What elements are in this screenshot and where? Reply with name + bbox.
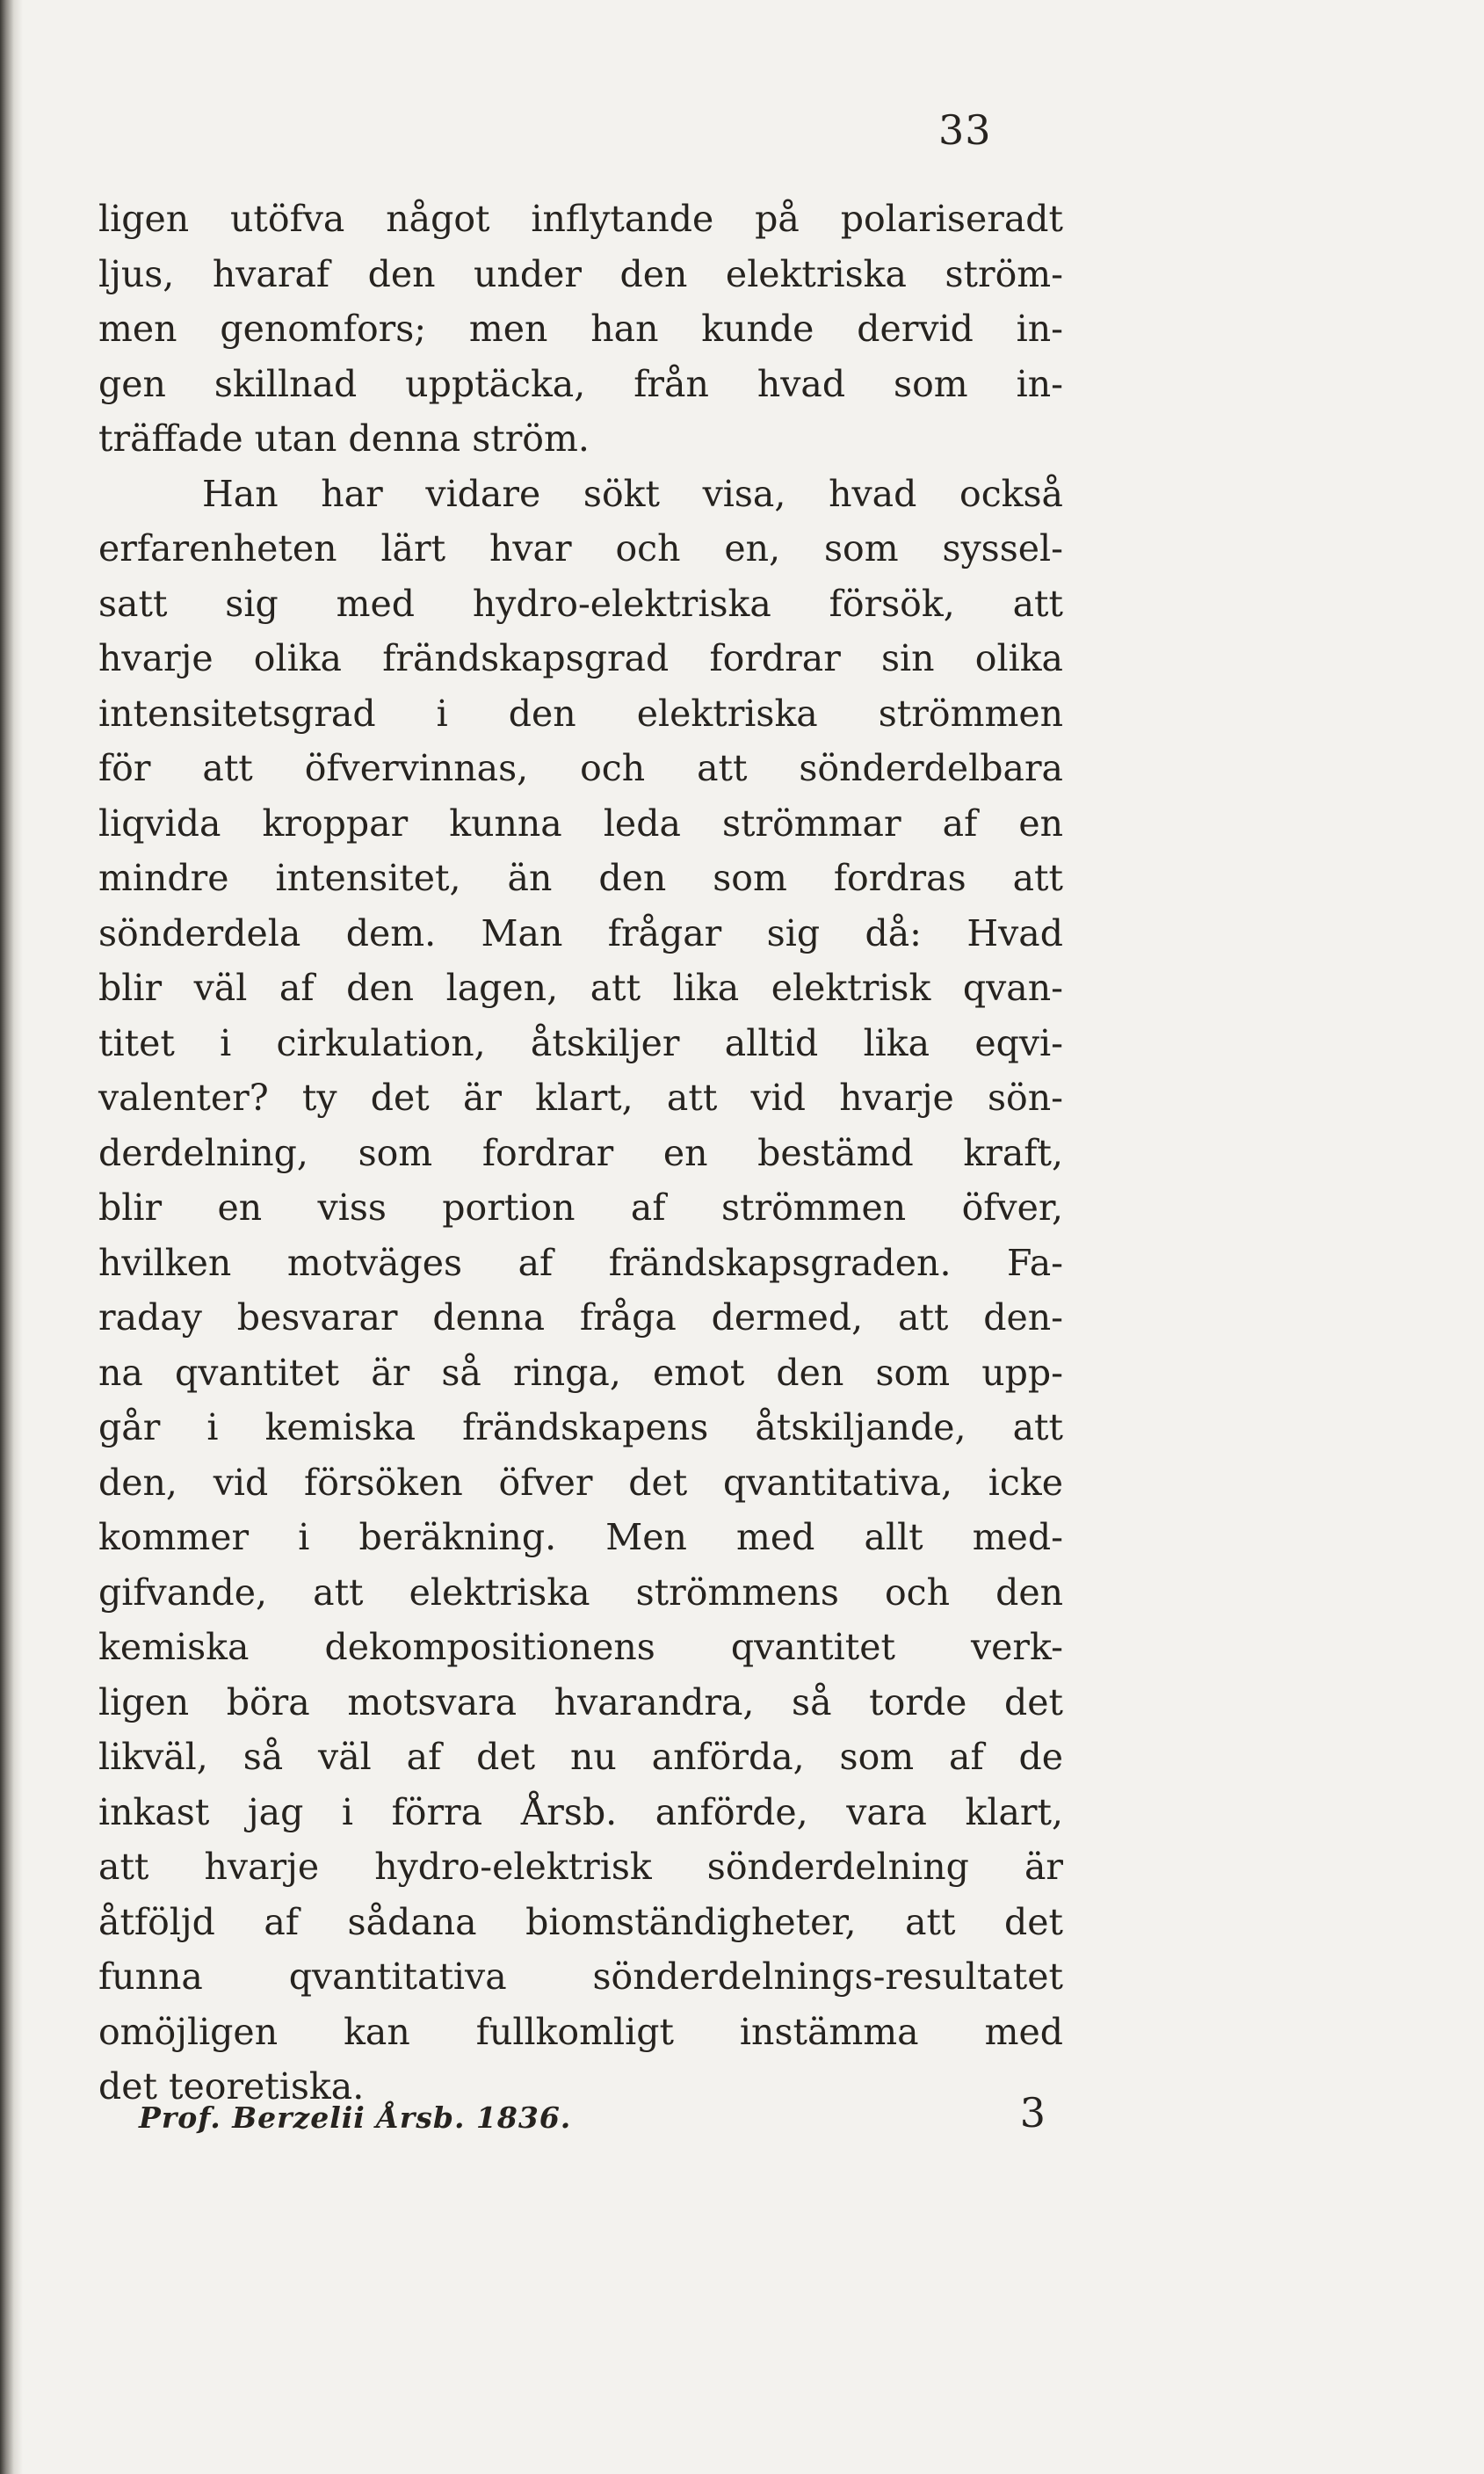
text-line: gifvande, att elektriska strömmens och den bbox=[98, 1571, 1063, 1614]
sheet-signature-mark: 3 bbox=[1019, 2089, 1046, 2137]
text-line: kemiska dekompositionens qvantitet verk- bbox=[98, 1626, 1063, 1668]
text-line: att hvarje hydro-elektrisk sönderdelning är bbox=[98, 1846, 1063, 1888]
text-line: inkast jag i förra Årsb. anförde, vara klart, bbox=[98, 1790, 1063, 1833]
body-text bbox=[98, 192, 1063, 2115]
text-line: det teoretiska. bbox=[98, 2065, 365, 2108]
text-line: den, vid försöken öfver det qvantitativa, icke bbox=[98, 1461, 1063, 1504]
text-line: gen skillnad upptäcka, från hvad som in- bbox=[98, 362, 1063, 405]
text-line: valenter? ty det är klart, att vid hvarje sön- bbox=[98, 1077, 1063, 1119]
text-line: omöjligen kan fullkomligt instämma med bbox=[98, 2010, 1063, 2053]
text-line: sönderdela dem. Man frågar sig då: Hvad bbox=[98, 911, 1063, 954]
text-line: träffade utan denna ström. bbox=[98, 417, 590, 460]
page-number: 33 bbox=[938, 106, 992, 154]
text-line: ligen böra motsvara hvarandra, så torde det bbox=[98, 1680, 1063, 1723]
text-line: ljus, hvaraf den under den elektriska ström- bbox=[98, 252, 1063, 295]
text-line: derdelning, som fordrar en bestämd kraft, bbox=[98, 1131, 1063, 1174]
text-line: hvarje olika frändskapsgrad fordrar sin olika bbox=[98, 637, 1063, 679]
footer-signature: Prof. Berzelii Årsb. 1836. bbox=[139, 2100, 572, 2135]
text-line: blir en viss portion af strömmen öfver, bbox=[98, 1186, 1063, 1229]
text-line: funna qvantitativa sönderdelnings-resultatet bbox=[98, 1955, 1063, 1998]
paragraph-start-line: Han har vidare sökt visa, hvad också bbox=[202, 472, 1063, 515]
text-line: likväl, så väl af det nu anförda, som af de bbox=[98, 1736, 1063, 1778]
text-line: erfarenheten lärt hvar och en, som syssel- bbox=[98, 527, 1063, 570]
text-line: för att öfvervinnas, och att sönderdelbara bbox=[98, 747, 1063, 789]
text-line: titet i cirkulation, åtskiljer alltid lika eqvi- bbox=[98, 1021, 1063, 1064]
text-line: ligen utöfva något inflytande på polariseradt bbox=[98, 198, 1063, 240]
text-line: hvilken motväges af frändskapsgraden. Fa- bbox=[98, 1241, 1063, 1284]
text-line: men genomfors; men han kunde dervid in- bbox=[98, 308, 1063, 350]
text-line: liqvida kroppar kunna leda strömmar af en bbox=[98, 802, 1063, 845]
text-line: kommer i beräkning. Men med allt med- bbox=[98, 1516, 1063, 1558]
text-line: intensitetsgrad i den elektriska strömmen bbox=[98, 692, 1063, 735]
text-line: blir väl af den lagen, att lika elektrisk qvan- bbox=[98, 967, 1063, 1009]
text-line: na qvantitet är så ringa, emot den som upp- bbox=[98, 1351, 1063, 1394]
text-line: raday besvarar denna fråga dermed, att den- bbox=[98, 1296, 1063, 1339]
text-line: mindre intensitet, än den som fordras att bbox=[98, 857, 1063, 899]
page-footer bbox=[139, 2090, 1046, 2146]
text-line: åtföljd af sådana biomständigheter, att det bbox=[98, 1900, 1063, 1943]
text-line: satt sig med hydro-elektriska försök, att bbox=[98, 582, 1063, 625]
text-line: går i kemiska frändskapens åtskiljande, att bbox=[98, 1406, 1063, 1448]
